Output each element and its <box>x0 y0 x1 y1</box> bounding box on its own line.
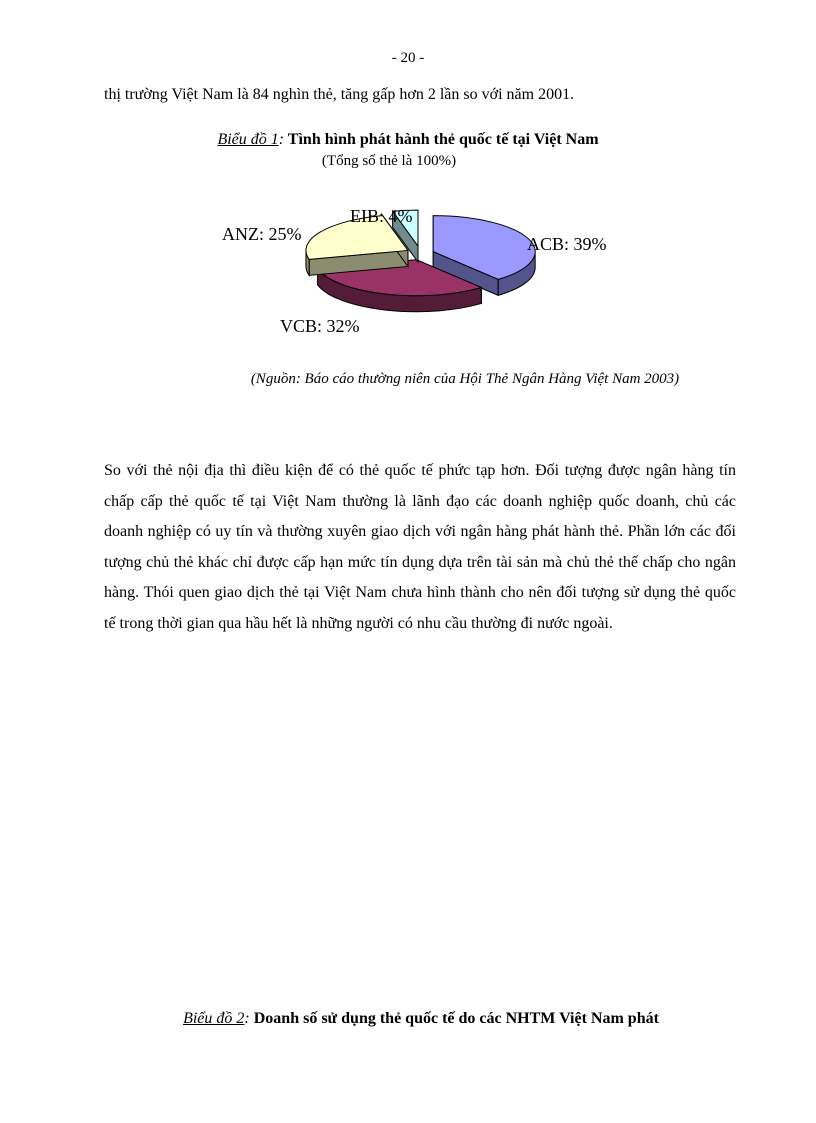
pie-chart <box>200 192 640 352</box>
intro-line: thị trường Việt Nam là 84 nghìn thẻ, tăng gấp hơn 2 lần so với năm 2001. <box>104 86 575 103</box>
chart2-label-sep: : <box>244 1010 250 1027</box>
pie-slices <box>306 210 535 312</box>
page-number: - 20 - <box>391 50 425 66</box>
pie-label-vcb: VCB: 32% <box>280 316 360 336</box>
chart1-subtitle: (Tổng số thẻ là 100%) <box>321 153 457 169</box>
pie-label-acb: ACB: 39% <box>527 234 607 254</box>
chart1-source-note: (Nguồn: Báo cáo thường niên của Hội Thẻ Ngân Hàng Việt Nam 2003) <box>250 371 680 387</box>
chart2-label: Biểu đồ 2 <box>183 1010 245 1027</box>
chart1-label-sep: : <box>278 131 285 148</box>
chart1-title <box>0 131 816 149</box>
chart2-title <box>0 1010 816 1028</box>
pie-label-anz: ANZ: 25% <box>222 224 302 244</box>
chart2-title-text: Doanh số sử dụng thẻ quốc tế do các NHTM Việt Nam phát <box>249 1010 659 1027</box>
pie-label-eib: EIB: 4% <box>350 206 413 226</box>
body-paragraph: So với thẻ nội địa thì điều kiện để có thẻ quốc tế phức tạp hơn. Đối tượng được ngân hàng tín chấp cấp thẻ quốc tế tại Việt Nam thường là lãnh đạo các doanh nghiệp quốc doanh, chủ các doanh nghiệp có uy tín và thường xuyên giao dịch với ngân hàng phát hành thẻ. Phần lớn các đối tượng chủ thẻ khác chỉ được cấp hạn mức tín dụng dựa trên tài sản mà chủ thẻ thế chấp cho ngân hàng. Thói quen giao dịch thẻ tại Việt Nam chưa hình thành cho nên đối tượng sử dụng thẻ quốc tế trong thời gian qua hầu hết là những người có nhu cầu thường đi nước ngoài. <box>104 462 736 632</box>
chart1-label: Biểu đồ 1 <box>217 131 279 148</box>
chart1-title-text: Tình hình phát hành thẻ quốc tế tại Việt Nam <box>284 131 599 148</box>
